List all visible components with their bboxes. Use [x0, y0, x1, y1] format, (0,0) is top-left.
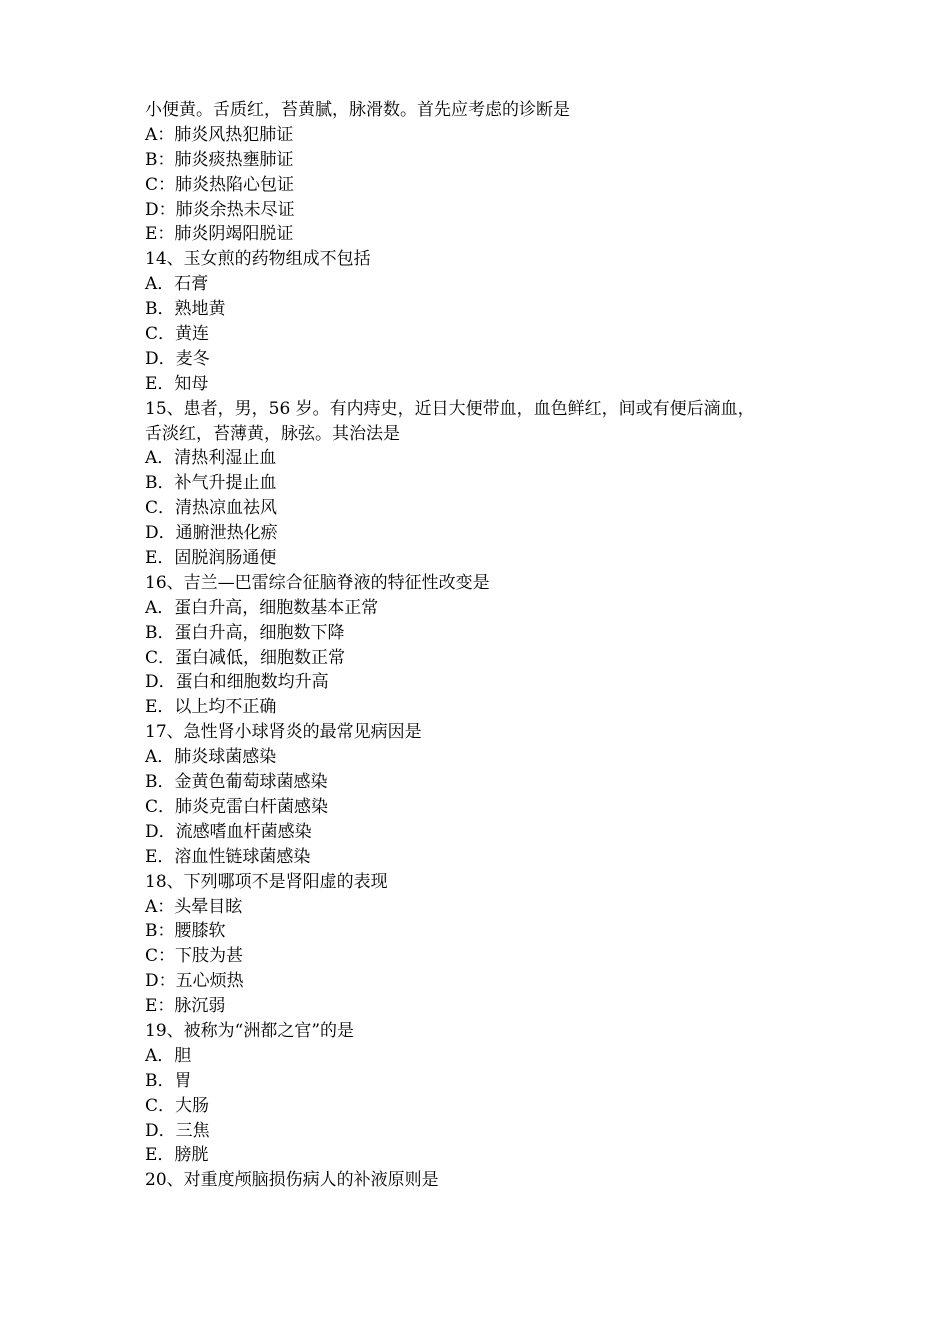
option-line: C．肺炎克雷白杆菌感染 — [145, 796, 329, 817]
option-line: D．三焦 — [145, 1120, 210, 1141]
option-line: E．以上均不正确 — [145, 697, 277, 718]
option-line: E．知母 — [145, 373, 209, 394]
option-line: C．黄连 — [145, 324, 210, 345]
question-16: 16、吉兰—巴雷综合征脑脊液的特征性改变是 — [145, 572, 490, 593]
option-line: E．膀胱 — [145, 1145, 209, 1166]
option-line: B．蛋白升高，细胞数下降 — [145, 622, 345, 643]
option-line: D．流感嗜血杆菌感染 — [145, 821, 312, 842]
option-line: D：五心烦热 — [145, 971, 244, 992]
option-line: E．固脱润肠通便 — [145, 548, 277, 569]
question-17: 17、急性肾小球肾炎的最常见病因是 — [145, 722, 422, 743]
question-18: 18、下列哪项不是肾阳虚的表现 — [145, 871, 388, 892]
option-line: C：肺炎热陷心包证 — [145, 174, 295, 195]
option-line: B：肺炎痰热壅肺证 — [145, 149, 294, 170]
question-15-continued: 舌淡红，苔薄黄，脉弦。其治法是 — [145, 423, 400, 444]
question-20: 20、对重度颅脑损伤病人的补液原则是 — [145, 1170, 439, 1191]
option-line: A．肺炎球菌感染 — [145, 747, 277, 768]
option-line: A：头晕目眩 — [145, 896, 243, 917]
option-line: D．麦冬 — [145, 348, 210, 369]
question-19: 19、被称为“洲都之官”的是 — [145, 1020, 355, 1041]
question-15: 15、患者，男，56 岁。有内痔史，近日大便带血，血色鲜红，间或有便后滴血， — [145, 398, 755, 419]
option-line: E：脉沉弱 — [145, 996, 226, 1017]
option-line: C．大肠 — [145, 1095, 210, 1116]
option-line: B．补气升提止血 — [145, 473, 277, 494]
option-line: C．清热凉血祛风 — [145, 498, 278, 519]
option-line: B．熟地黄 — [145, 299, 226, 320]
option-line: B．胃 — [145, 1070, 192, 1091]
option-line: D．通腑泄热化瘀 — [145, 523, 278, 544]
option-line: C．蛋白减低，细胞数正常 — [145, 647, 346, 668]
option-line: A．清热利湿止血 — [145, 448, 277, 469]
option-line: E．溶血性链球菌感染 — [145, 846, 311, 867]
option-line: E：肺炎阴竭阳脱证 — [145, 224, 294, 245]
option-line: D．蛋白和细胞数均升高 — [145, 672, 329, 693]
question-14: 14、玉女煎的药物组成不包括 — [145, 249, 371, 270]
option-line: B．金黄色葡萄球菌感染 — [145, 772, 328, 793]
option-line: B：腰膝软 — [145, 921, 226, 942]
option-line: C：下肢为甚 — [145, 946, 244, 967]
document-body — [145, 98, 825, 1193]
text-line: 小便黄。舌质红，苔黄腻，脉滑数。首先应考虑的诊断是 — [145, 100, 570, 120]
option-line: A：肺炎风热犯肺证 — [145, 124, 294, 145]
option-line: A．胆 — [145, 1045, 192, 1066]
option-line: A．石膏 — [145, 274, 209, 295]
option-line: A．蛋白升高，细胞数基本正常 — [145, 597, 379, 618]
option-line: D：肺炎余热未尽证 — [145, 199, 295, 220]
